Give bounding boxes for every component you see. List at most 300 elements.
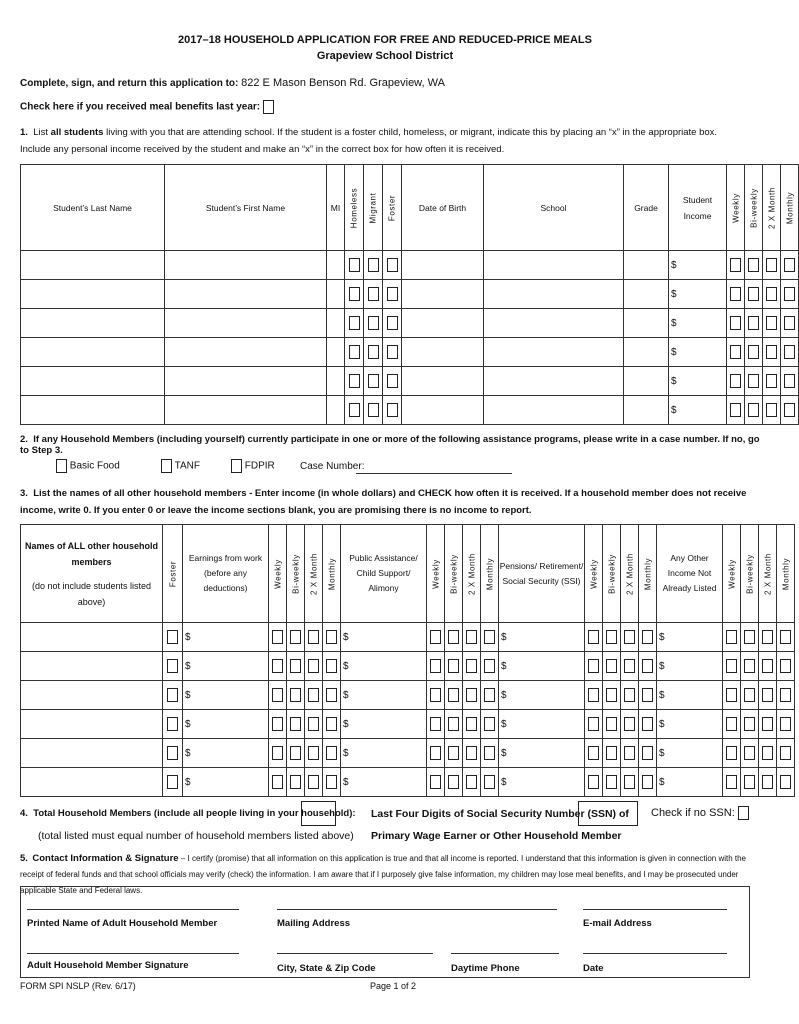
- migrant-checkbox[interactable]: [368, 316, 379, 330]
- public-assistance-monthly-cell[interactable]: [481, 681, 499, 710]
- mi-cell[interactable]: [327, 309, 345, 338]
- dob-cell[interactable]: [402, 280, 484, 309]
- public-assistance-monthly-cell[interactable]: [481, 739, 499, 768]
- public-assistance-amount-cell[interactable]: [341, 710, 427, 739]
- pensions-biweekly-cell[interactable]: [603, 681, 621, 710]
- pensions-monthly-cell[interactable]: [639, 652, 657, 681]
- other-income-biweekly-cell[interactable]: [741, 681, 759, 710]
- earnings-twice-month-cell[interactable]: [305, 710, 323, 739]
- earnings-weekly-checkbox[interactable]: [272, 717, 283, 731]
- biweekly-checkbox[interactable]: [748, 287, 759, 301]
- earnings-amount-cell[interactable]: [183, 652, 269, 681]
- date-line[interactable]: [583, 953, 727, 954]
- other-income-weekly-cell[interactable]: [723, 681, 741, 710]
- earnings-twice-month-cell[interactable]: [305, 681, 323, 710]
- pensions-twice-month-checkbox[interactable]: [624, 688, 635, 702]
- last-name-cell[interactable]: [21, 338, 165, 367]
- other-income-biweekly-cell[interactable]: [741, 768, 759, 797]
- basic-food-checkbox[interactable]: [56, 459, 67, 473]
- income-cell[interactable]: [669, 367, 727, 396]
- public-assistance-monthly-checkbox[interactable]: [484, 775, 495, 789]
- other-income-twice-month-cell[interactable]: [759, 710, 777, 739]
- twice-month-checkbox[interactable]: [766, 345, 777, 359]
- earnings-amount-cell[interactable]: [183, 623, 269, 652]
- other-income-biweekly-cell[interactable]: [741, 623, 759, 652]
- first-name-cell[interactable]: [165, 251, 327, 280]
- other-income-twice-month-checkbox[interactable]: [762, 746, 773, 760]
- other-income-weekly-cell[interactable]: [723, 623, 741, 652]
- pensions-monthly-cell[interactable]: [639, 710, 657, 739]
- income-cell[interactable]: [669, 309, 727, 338]
- mi-cell[interactable]: [327, 396, 345, 425]
- dob-cell[interactable]: [402, 396, 484, 425]
- homeless-checkbox[interactable]: [349, 403, 360, 417]
- foster-checkbox[interactable]: [387, 403, 398, 417]
- pensions-weekly-checkbox[interactable]: [588, 659, 599, 673]
- earnings-twice-month-checkbox[interactable]: [308, 688, 319, 702]
- monthly-cell[interactable]: [781, 309, 799, 338]
- migrant-checkbox[interactable]: [368, 403, 379, 417]
- public-assistance-twice-month-checkbox[interactable]: [466, 717, 477, 731]
- last-name-cell[interactable]: [21, 396, 165, 425]
- weekly-checkbox[interactable]: [730, 374, 741, 388]
- earnings-biweekly-checkbox[interactable]: [290, 746, 301, 760]
- biweekly-cell[interactable]: [745, 367, 763, 396]
- weekly-cell[interactable]: [727, 251, 745, 280]
- migrant-cell[interactable]: [364, 251, 383, 280]
- public-assistance-weekly-cell[interactable]: [427, 739, 445, 768]
- other-income-twice-month-checkbox[interactable]: [762, 717, 773, 731]
- homeless-cell[interactable]: [345, 396, 364, 425]
- twice-month-cell[interactable]: [763, 309, 781, 338]
- weekly-checkbox[interactable]: [730, 316, 741, 330]
- monthly-cell[interactable]: [781, 280, 799, 309]
- twice-month-checkbox[interactable]: [766, 287, 777, 301]
- weekly-cell[interactable]: [727, 396, 745, 425]
- pensions-weekly-checkbox[interactable]: [588, 775, 599, 789]
- public-assistance-twice-month-checkbox[interactable]: [466, 659, 477, 673]
- member-foster-cell[interactable]: [163, 739, 183, 768]
- first-name-cell[interactable]: [165, 367, 327, 396]
- member-foster-cell[interactable]: [163, 768, 183, 797]
- daytime-phone-line[interactable]: [451, 953, 559, 954]
- foster-cell[interactable]: [383, 367, 402, 396]
- homeless-checkbox[interactable]: [349, 258, 360, 272]
- other-income-monthly-checkbox[interactable]: [780, 746, 791, 760]
- other-income-biweekly-checkbox[interactable]: [744, 717, 755, 731]
- pensions-amount-cell[interactable]: [499, 623, 585, 652]
- other-income-amount-cell[interactable]: [657, 768, 723, 797]
- public-assistance-biweekly-checkbox[interactable]: [448, 630, 459, 644]
- other-income-monthly-cell[interactable]: [777, 768, 795, 797]
- earnings-monthly-cell[interactable]: [323, 652, 341, 681]
- homeless-checkbox[interactable]: [349, 287, 360, 301]
- twice-month-cell[interactable]: [763, 367, 781, 396]
- twice-month-checkbox[interactable]: [766, 374, 777, 388]
- public-assistance-biweekly-cell[interactable]: [445, 623, 463, 652]
- pensions-biweekly-cell[interactable]: [603, 768, 621, 797]
- earnings-amount-cell[interactable]: [183, 681, 269, 710]
- grade-cell[interactable]: [624, 280, 669, 309]
- member-foster-checkbox[interactable]: [167, 630, 178, 644]
- monthly-checkbox[interactable]: [784, 345, 795, 359]
- first-name-cell[interactable]: [165, 396, 327, 425]
- public-assistance-weekly-checkbox[interactable]: [430, 775, 441, 789]
- school-cell[interactable]: [484, 396, 624, 425]
- other-income-biweekly-checkbox[interactable]: [744, 630, 755, 644]
- other-income-weekly-checkbox[interactable]: [726, 659, 737, 673]
- pensions-amount-cell[interactable]: [499, 652, 585, 681]
- school-cell[interactable]: [484, 251, 624, 280]
- member-name-cell[interactable]: [21, 623, 163, 652]
- school-cell[interactable]: [484, 309, 624, 338]
- member-foster-checkbox[interactable]: [167, 746, 178, 760]
- other-income-twice-month-checkbox[interactable]: [762, 775, 773, 789]
- earnings-weekly-cell[interactable]: [269, 768, 287, 797]
- other-income-weekly-cell[interactable]: [723, 710, 741, 739]
- earnings-weekly-checkbox[interactable]: [272, 630, 283, 644]
- pensions-weekly-checkbox[interactable]: [588, 717, 599, 731]
- other-income-twice-month-cell[interactable]: [759, 652, 777, 681]
- public-assistance-twice-month-checkbox[interactable]: [466, 746, 477, 760]
- public-assistance-weekly-checkbox[interactable]: [430, 630, 441, 644]
- earnings-amount-cell[interactable]: [183, 768, 269, 797]
- public-assistance-amount-cell[interactable]: [341, 739, 427, 768]
- other-income-twice-month-cell[interactable]: [759, 681, 777, 710]
- member-foster-cell[interactable]: [163, 623, 183, 652]
- weekly-cell[interactable]: [727, 367, 745, 396]
- migrant-checkbox[interactable]: [368, 258, 379, 272]
- first-name-cell[interactable]: [165, 280, 327, 309]
- other-income-weekly-checkbox[interactable]: [726, 746, 737, 760]
- other-income-weekly-cell[interactable]: [723, 768, 741, 797]
- public-assistance-monthly-cell[interactable]: [481, 623, 499, 652]
- public-assistance-monthly-checkbox[interactable]: [484, 630, 495, 644]
- pensions-biweekly-checkbox[interactable]: [606, 688, 617, 702]
- earnings-biweekly-checkbox[interactable]: [290, 717, 301, 731]
- foster-cell[interactable]: [383, 338, 402, 367]
- member-foster-cell[interactable]: [163, 681, 183, 710]
- pensions-twice-month-cell[interactable]: [621, 768, 639, 797]
- public-assistance-biweekly-checkbox[interactable]: [448, 688, 459, 702]
- earnings-biweekly-cell[interactable]: [287, 739, 305, 768]
- foster-checkbox[interactable]: [387, 258, 398, 272]
- earnings-weekly-cell[interactable]: [269, 739, 287, 768]
- tanf-checkbox[interactable]: [161, 459, 172, 473]
- other-income-twice-month-checkbox[interactable]: [762, 688, 773, 702]
- public-assistance-monthly-checkbox[interactable]: [484, 659, 495, 673]
- biweekly-checkbox[interactable]: [748, 374, 759, 388]
- public-assistance-weekly-cell[interactable]: [427, 681, 445, 710]
- foster-checkbox[interactable]: [387, 316, 398, 330]
- school-cell[interactable]: [484, 367, 624, 396]
- earnings-biweekly-checkbox[interactable]: [290, 775, 301, 789]
- public-assistance-amount-cell[interactable]: [341, 623, 427, 652]
- earnings-monthly-checkbox[interactable]: [326, 630, 337, 644]
- weekly-checkbox[interactable]: [730, 258, 741, 272]
- public-assistance-monthly-cell[interactable]: [481, 652, 499, 681]
- signature-line[interactable]: [27, 953, 239, 954]
- foster-checkbox[interactable]: [387, 374, 398, 388]
- first-name-cell[interactable]: [165, 309, 327, 338]
- homeless-checkbox[interactable]: [349, 316, 360, 330]
- mi-cell[interactable]: [327, 280, 345, 309]
- earnings-amount-cell[interactable]: [183, 739, 269, 768]
- last-name-cell[interactable]: [21, 251, 165, 280]
- migrant-cell[interactable]: [364, 309, 383, 338]
- income-cell[interactable]: [669, 338, 727, 367]
- public-assistance-twice-month-cell[interactable]: [463, 652, 481, 681]
- weekly-checkbox[interactable]: [730, 345, 741, 359]
- public-assistance-twice-month-cell[interactable]: [463, 768, 481, 797]
- twice-month-checkbox[interactable]: [766, 258, 777, 272]
- email-line[interactable]: [583, 909, 727, 910]
- pensions-biweekly-checkbox[interactable]: [606, 775, 617, 789]
- earnings-amount-cell[interactable]: [183, 710, 269, 739]
- twice-month-cell[interactable]: [763, 251, 781, 280]
- earnings-twice-month-cell[interactable]: [305, 652, 323, 681]
- pensions-twice-month-checkbox[interactable]: [624, 775, 635, 789]
- other-income-weekly-checkbox[interactable]: [726, 688, 737, 702]
- earnings-weekly-cell[interactable]: [269, 710, 287, 739]
- public-assistance-biweekly-checkbox[interactable]: [448, 775, 459, 789]
- homeless-checkbox[interactable]: [349, 374, 360, 388]
- other-income-twice-month-cell[interactable]: [759, 739, 777, 768]
- earnings-biweekly-cell[interactable]: [287, 652, 305, 681]
- weekly-cell[interactable]: [727, 309, 745, 338]
- earnings-monthly-cell[interactable]: [323, 623, 341, 652]
- biweekly-cell[interactable]: [745, 338, 763, 367]
- grade-cell[interactable]: [624, 251, 669, 280]
- last-name-cell[interactable]: [21, 367, 165, 396]
- earnings-twice-month-checkbox[interactable]: [308, 717, 319, 731]
- twice-month-checkbox[interactable]: [766, 316, 777, 330]
- earnings-biweekly-cell[interactable]: [287, 681, 305, 710]
- public-assistance-biweekly-checkbox[interactable]: [448, 717, 459, 731]
- earnings-biweekly-checkbox[interactable]: [290, 630, 301, 644]
- pensions-amount-cell[interactable]: [499, 739, 585, 768]
- migrant-checkbox[interactable]: [368, 287, 379, 301]
- homeless-cell[interactable]: [345, 338, 364, 367]
- earnings-biweekly-checkbox[interactable]: [290, 659, 301, 673]
- ssn-input[interactable]: [578, 801, 638, 826]
- public-assistance-twice-month-cell[interactable]: [463, 710, 481, 739]
- other-income-monthly-checkbox[interactable]: [780, 717, 791, 731]
- foster-cell[interactable]: [383, 396, 402, 425]
- earnings-weekly-checkbox[interactable]: [272, 775, 283, 789]
- pensions-biweekly-checkbox[interactable]: [606, 630, 617, 644]
- dob-cell[interactable]: [402, 367, 484, 396]
- biweekly-cell[interactable]: [745, 251, 763, 280]
- earnings-twice-month-checkbox[interactable]: [308, 659, 319, 673]
- other-income-biweekly-checkbox[interactable]: [744, 775, 755, 789]
- pensions-monthly-checkbox[interactable]: [642, 717, 653, 731]
- pensions-biweekly-checkbox[interactable]: [606, 659, 617, 673]
- earnings-biweekly-cell[interactable]: [287, 768, 305, 797]
- pensions-amount-cell[interactable]: [499, 681, 585, 710]
- other-income-weekly-cell[interactable]: [723, 739, 741, 768]
- pensions-amount-cell[interactable]: [499, 710, 585, 739]
- earnings-biweekly-cell[interactable]: [287, 623, 305, 652]
- other-income-monthly-cell[interactable]: [777, 710, 795, 739]
- pensions-weekly-checkbox[interactable]: [588, 688, 599, 702]
- other-income-weekly-cell[interactable]: [723, 652, 741, 681]
- pensions-twice-month-checkbox[interactable]: [624, 659, 635, 673]
- pensions-monthly-checkbox[interactable]: [642, 775, 653, 789]
- pensions-weekly-cell[interactable]: [585, 768, 603, 797]
- earnings-biweekly-cell[interactable]: [287, 710, 305, 739]
- public-assistance-biweekly-cell[interactable]: [445, 739, 463, 768]
- pensions-twice-month-cell[interactable]: [621, 710, 639, 739]
- migrant-cell[interactable]: [364, 367, 383, 396]
- pensions-twice-month-cell[interactable]: [621, 739, 639, 768]
- pensions-monthly-checkbox[interactable]: [642, 659, 653, 673]
- biweekly-cell[interactable]: [745, 309, 763, 338]
- earnings-monthly-cell[interactable]: [323, 681, 341, 710]
- pensions-biweekly-cell[interactable]: [603, 710, 621, 739]
- other-income-amount-cell[interactable]: [657, 710, 723, 739]
- weekly-checkbox[interactable]: [730, 287, 741, 301]
- other-income-twice-month-cell[interactable]: [759, 623, 777, 652]
- public-assistance-monthly-cell[interactable]: [481, 710, 499, 739]
- public-assistance-monthly-checkbox[interactable]: [484, 746, 495, 760]
- grade-cell[interactable]: [624, 367, 669, 396]
- foster-cell[interactable]: [383, 251, 402, 280]
- pensions-twice-month-cell[interactable]: [621, 652, 639, 681]
- public-assistance-twice-month-cell[interactable]: [463, 623, 481, 652]
- migrant-checkbox[interactable]: [368, 374, 379, 388]
- biweekly-checkbox[interactable]: [748, 316, 759, 330]
- public-assistance-weekly-cell[interactable]: [427, 623, 445, 652]
- other-income-twice-month-checkbox[interactable]: [762, 659, 773, 673]
- mi-cell[interactable]: [327, 367, 345, 396]
- twice-month-cell[interactable]: [763, 396, 781, 425]
- pensions-weekly-cell[interactable]: [585, 652, 603, 681]
- public-assistance-biweekly-cell[interactable]: [445, 710, 463, 739]
- grade-cell[interactable]: [624, 309, 669, 338]
- foster-checkbox[interactable]: [387, 345, 398, 359]
- public-assistance-monthly-checkbox[interactable]: [484, 717, 495, 731]
- public-assistance-amount-cell[interactable]: [341, 768, 427, 797]
- other-income-biweekly-cell[interactable]: [741, 739, 759, 768]
- earnings-monthly-checkbox[interactable]: [326, 775, 337, 789]
- pensions-weekly-checkbox[interactable]: [588, 630, 599, 644]
- homeless-cell[interactable]: [345, 280, 364, 309]
- pensions-biweekly-cell[interactable]: [603, 623, 621, 652]
- foster-cell[interactable]: [383, 280, 402, 309]
- public-assistance-biweekly-cell[interactable]: [445, 768, 463, 797]
- pensions-weekly-cell[interactable]: [585, 623, 603, 652]
- member-foster-cell[interactable]: [163, 710, 183, 739]
- public-assistance-weekly-checkbox[interactable]: [430, 717, 441, 731]
- other-income-weekly-checkbox[interactable]: [726, 630, 737, 644]
- other-income-monthly-cell[interactable]: [777, 623, 795, 652]
- earnings-weekly-checkbox[interactable]: [272, 659, 283, 673]
- other-income-biweekly-checkbox[interactable]: [744, 659, 755, 673]
- member-name-cell[interactable]: [21, 710, 163, 739]
- pensions-twice-month-cell[interactable]: [621, 681, 639, 710]
- other-income-monthly-checkbox[interactable]: [780, 659, 791, 673]
- earnings-biweekly-checkbox[interactable]: [290, 688, 301, 702]
- monthly-cell[interactable]: [781, 251, 799, 280]
- public-assistance-twice-month-cell[interactable]: [463, 739, 481, 768]
- biweekly-cell[interactable]: [745, 280, 763, 309]
- public-assistance-biweekly-cell[interactable]: [445, 652, 463, 681]
- pensions-weekly-cell[interactable]: [585, 710, 603, 739]
- public-assistance-monthly-cell[interactable]: [481, 768, 499, 797]
- pensions-biweekly-cell[interactable]: [603, 739, 621, 768]
- twice-month-checkbox[interactable]: [766, 403, 777, 417]
- monthly-cell[interactable]: [781, 396, 799, 425]
- last-year-checkbox[interactable]: [263, 100, 274, 114]
- earnings-monthly-cell[interactable]: [323, 710, 341, 739]
- public-assistance-biweekly-checkbox[interactable]: [448, 746, 459, 760]
- other-income-monthly-cell[interactable]: [777, 681, 795, 710]
- earnings-monthly-cell[interactable]: [323, 768, 341, 797]
- homeless-checkbox[interactable]: [349, 345, 360, 359]
- other-income-monthly-cell[interactable]: [777, 652, 795, 681]
- no-ssn-checkbox[interactable]: [738, 806, 749, 820]
- pensions-biweekly-cell[interactable]: [603, 652, 621, 681]
- monthly-checkbox[interactable]: [784, 374, 795, 388]
- monthly-checkbox[interactable]: [784, 258, 795, 272]
- last-name-cell[interactable]: [21, 280, 165, 309]
- public-assistance-twice-month-checkbox[interactable]: [466, 775, 477, 789]
- homeless-cell[interactable]: [345, 309, 364, 338]
- mi-cell[interactable]: [327, 251, 345, 280]
- school-cell[interactable]: [484, 280, 624, 309]
- weekly-cell[interactable]: [727, 280, 745, 309]
- earnings-weekly-checkbox[interactable]: [272, 746, 283, 760]
- member-name-cell[interactable]: [21, 652, 163, 681]
- other-income-biweekly-checkbox[interactable]: [744, 688, 755, 702]
- member-name-cell[interactable]: [21, 681, 163, 710]
- other-income-biweekly-cell[interactable]: [741, 652, 759, 681]
- pensions-monthly-checkbox[interactable]: [642, 688, 653, 702]
- public-assistance-weekly-checkbox[interactable]: [430, 688, 441, 702]
- public-assistance-twice-month-checkbox[interactable]: [466, 630, 477, 644]
- city-state-zip-line[interactable]: [277, 953, 433, 954]
- earnings-weekly-checkbox[interactable]: [272, 688, 283, 702]
- pensions-monthly-cell[interactable]: [639, 739, 657, 768]
- other-income-biweekly-checkbox[interactable]: [744, 746, 755, 760]
- pensions-weekly-checkbox[interactable]: [588, 746, 599, 760]
- pensions-monthly-cell[interactable]: [639, 681, 657, 710]
- printed-name-line[interactable]: [27, 909, 239, 910]
- public-assistance-weekly-checkbox[interactable]: [430, 659, 441, 673]
- dob-cell[interactable]: [402, 251, 484, 280]
- earnings-monthly-checkbox[interactable]: [326, 746, 337, 760]
- public-assistance-weekly-cell[interactable]: [427, 768, 445, 797]
- migrant-cell[interactable]: [364, 280, 383, 309]
- biweekly-checkbox[interactable]: [748, 403, 759, 417]
- earnings-monthly-checkbox[interactable]: [326, 717, 337, 731]
- public-assistance-amount-cell[interactable]: [341, 652, 427, 681]
- other-income-amount-cell[interactable]: [657, 739, 723, 768]
- other-income-twice-month-cell[interactable]: [759, 768, 777, 797]
- twice-month-cell[interactable]: [763, 280, 781, 309]
- migrant-cell[interactable]: [364, 396, 383, 425]
- pensions-twice-month-checkbox[interactable]: [624, 630, 635, 644]
- twice-month-cell[interactable]: [763, 338, 781, 367]
- pensions-monthly-cell[interactable]: [639, 768, 657, 797]
- case-number-field[interactable]: [356, 473, 512, 474]
- pensions-twice-month-checkbox[interactable]: [624, 746, 635, 760]
- public-assistance-weekly-cell[interactable]: [427, 710, 445, 739]
- total-members-input[interactable]: [301, 801, 336, 826]
- first-name-cell[interactable]: [165, 338, 327, 367]
- public-assistance-biweekly-cell[interactable]: [445, 681, 463, 710]
